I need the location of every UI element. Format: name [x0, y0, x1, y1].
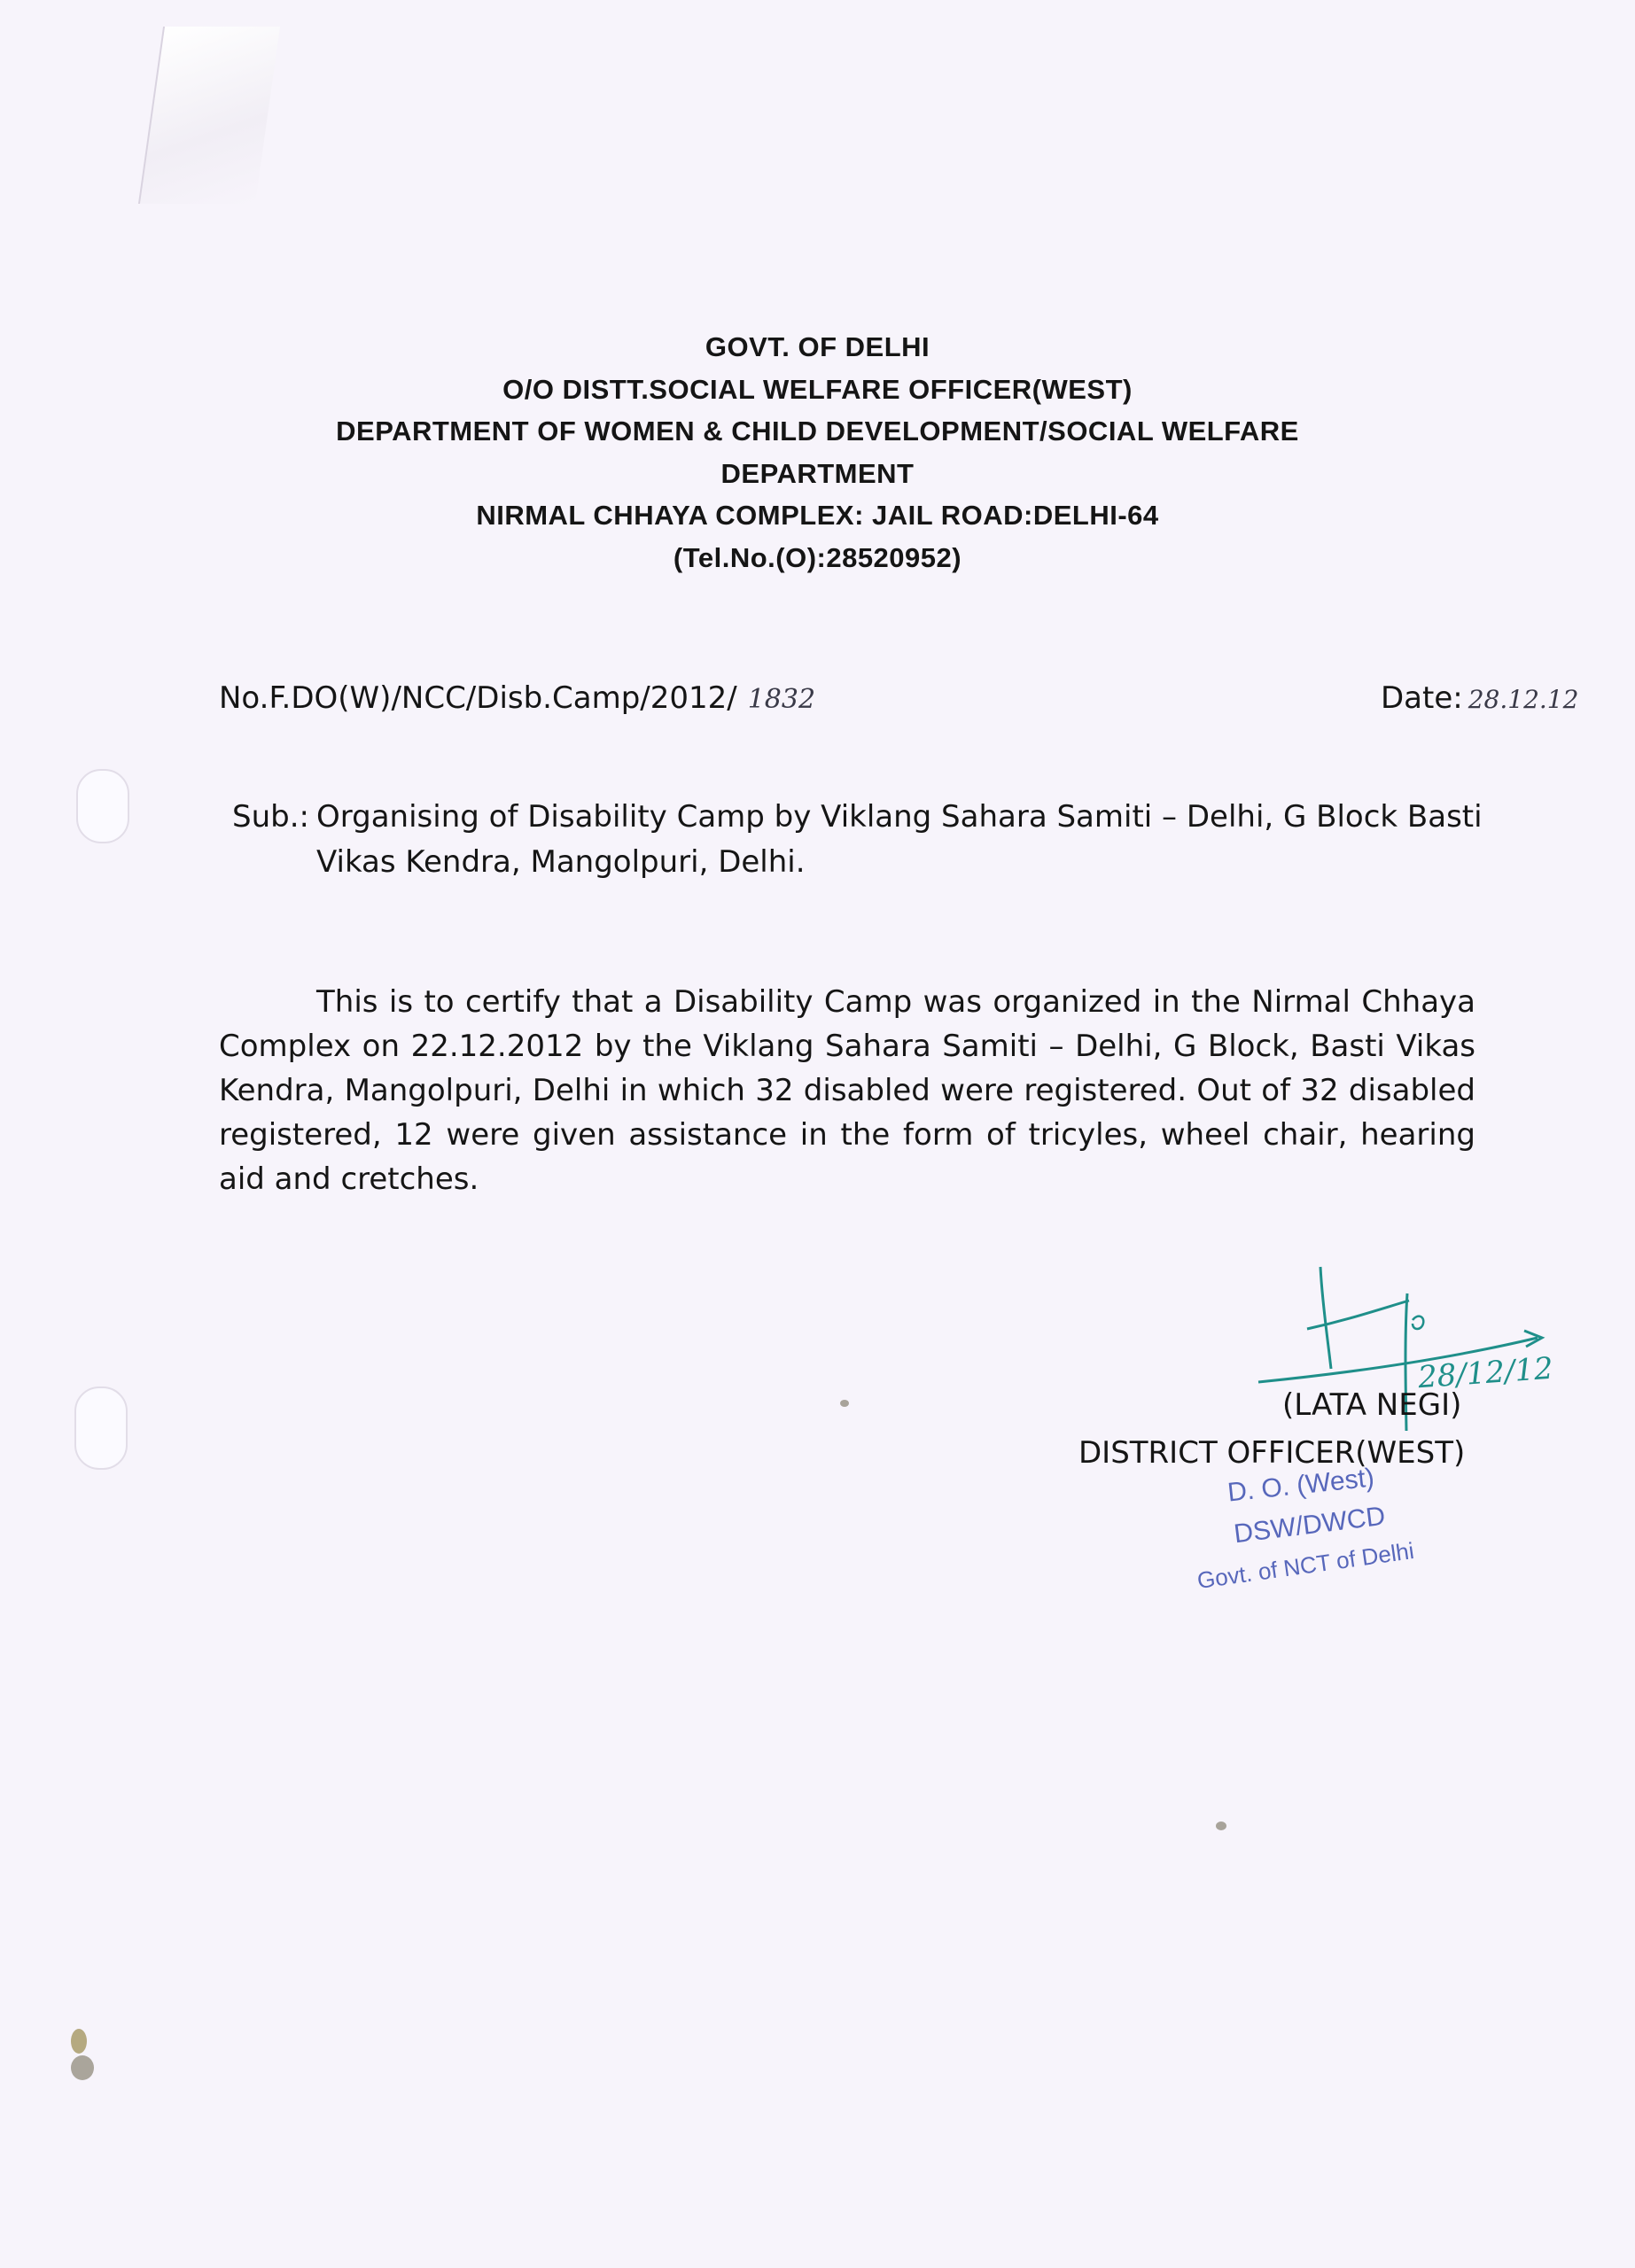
official-rubber-stamp — [1187, 1453, 1524, 1604]
letterhead-line-department: DEPARTMENT OF WOMEN & CHILD DEVELOPMENT/SOCIAL WELFARE — [336, 416, 1299, 447]
reference-printed: No.F.DO(W)/NCC/Disb.Camp/2012/ — [219, 680, 737, 716]
stamp-line-office: D. O. (West) — [1226, 1463, 1376, 1508]
letterhead-line-telephone: (Tel.No.(O):28520952) — [673, 541, 962, 573]
signatory-name: (LATA NEGI) — [1282, 1387, 1462, 1423]
date-handwritten-value: 28.12.12 — [1468, 685, 1579, 714]
paper-speck — [71, 2029, 87, 2054]
letterhead-line-govt: GOVT. OF DELHI — [705, 331, 930, 362]
letterhead — [0, 326, 1635, 579]
punch-hole-upper — [76, 769, 129, 843]
letterhead-line-department-cont: DEPARTMENT — [720, 457, 915, 489]
date-label: Date: — [1381, 680, 1463, 716]
subject-text: Organising of Disability Camp by Viklang Sahara Samiti – Delhi, G Block Basti Vikas Kendra, Mangolpuri, Delhi. — [316, 799, 1483, 880]
letterhead-line-address: NIRMAL CHHAYA COMPLEX: JAIL ROAD:DELHI-64 — [476, 500, 1159, 531]
paper-speck — [1216, 1821, 1226, 1830]
letterhead-line-office: O/O DISTT.SOCIAL WELFARE OFFICER(WEST) — [502, 373, 1133, 405]
certificate-paragraph: This is to certify that a Disability Camp was organized in the Nirmal Chhaya Complex on 22.12.2012 by the Viklang Sahara Samiti – Delhi, G Block, Basti Vikas Kendra, Mangolpuri, Delhi in which 32 disabled were registered. Out of 32 disabled registered, 12 were given assistance in the form of tricyles, wheel chair, hearing aid and cretches. — [219, 984, 1475, 1197]
paper-speck — [71, 2055, 94, 2080]
stamp-line-department: DSW/DWCD — [1232, 1501, 1387, 1550]
subject-label: Sub.: — [232, 799, 309, 835]
subject-line — [232, 795, 1491, 885]
reference-handwritten-number: 1832 — [747, 684, 816, 715]
signature-date: 28/12/12 — [1416, 1350, 1554, 1396]
torn-corner — [138, 27, 280, 204]
letter-date — [1381, 680, 1578, 716]
punch-hole-lower — [74, 1386, 128, 1470]
paper-speck — [840, 1400, 849, 1407]
signatory-title: DISTRICT OFFICER(WEST) — [1078, 1435, 1466, 1471]
reference-number — [219, 680, 815, 716]
stamp-line-government: Govt. of NCT of Delhi — [1195, 1536, 1416, 1595]
